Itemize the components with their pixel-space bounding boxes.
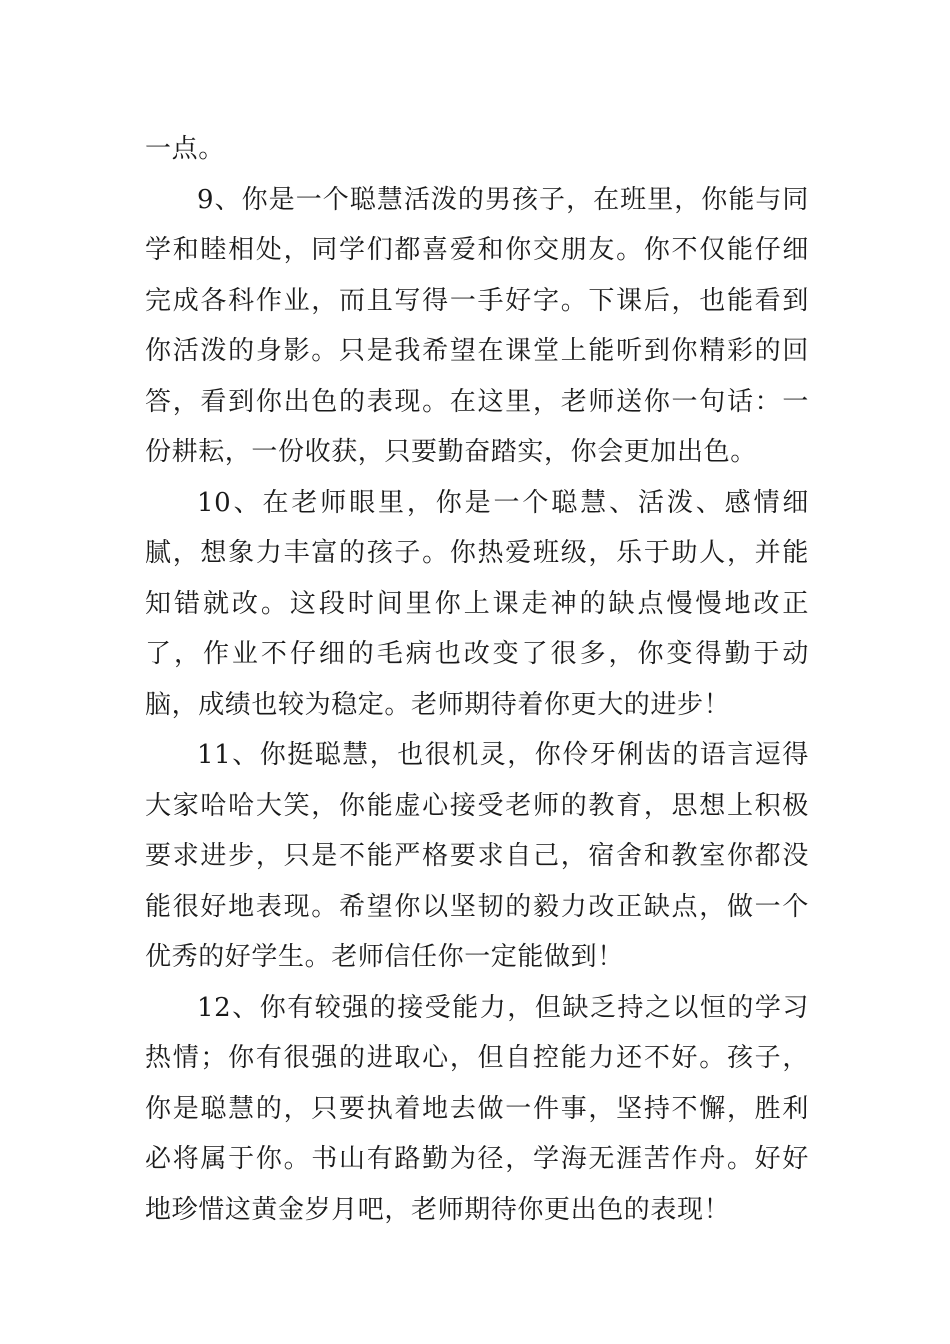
paragraph-continuation: 一点。 (145, 134, 225, 164)
paragraph-comment-11: 11、你挺聪慧，也很机灵，你伶牙俐齿的语言逗得大家哈哈大笑，你能虚心接受老师的教育，思想上积极要求进步，只是不能严格要求自己，宿舍和教室你都没能很好地表现。希望你以坚韧的毅力改正缺点，做一个优秀的好学生。老师信任你一定能做到！ (145, 740, 809, 972)
paragraph-comment-10: 10、在老师眼里，你是一个聪慧、活泼、感情细腻，想象力丰富的孩子。你热爱班级，乐于助人，并能知错就改。这段时间里你上课走神的缺点慢慢地改正了，作业不仔细的毛病也改变了很多，你变得勤于动脑，成绩也较为稳定。老师期待着你更大的进步！ (145, 487, 809, 720)
document-body (145, 124, 809, 1235)
paragraph-comment-9: 9、你是一个聪慧活泼的男孩子，在班里，你能与同学和睦相处，同学们都喜爱和你交朋友。你不仅能仔细完成各科作业，而且写得一手好字。下课后，也能看到你活泼的身影。只是我希望在课堂上能听到你精彩的回答，看到你出色的表现。在这里，老师送你一句话：一份耕耘，一份收获，只要勤奋踏实，你会更加出色。 (145, 184, 809, 467)
paragraph-comment-12: 12、你有较强的接受能力，但缺乏持之以恒的学习热情；你有很强的进取心，但自控能力还不好。孩子，你是聪慧的，只要执着地去做一件事，坚持不懈，胜利必将属于你。书山有路勤为径，学海无涯苦作舟。好好地珍惜这黄金岁月吧，老师期待你更出色的表现！ (145, 992, 809, 1225)
